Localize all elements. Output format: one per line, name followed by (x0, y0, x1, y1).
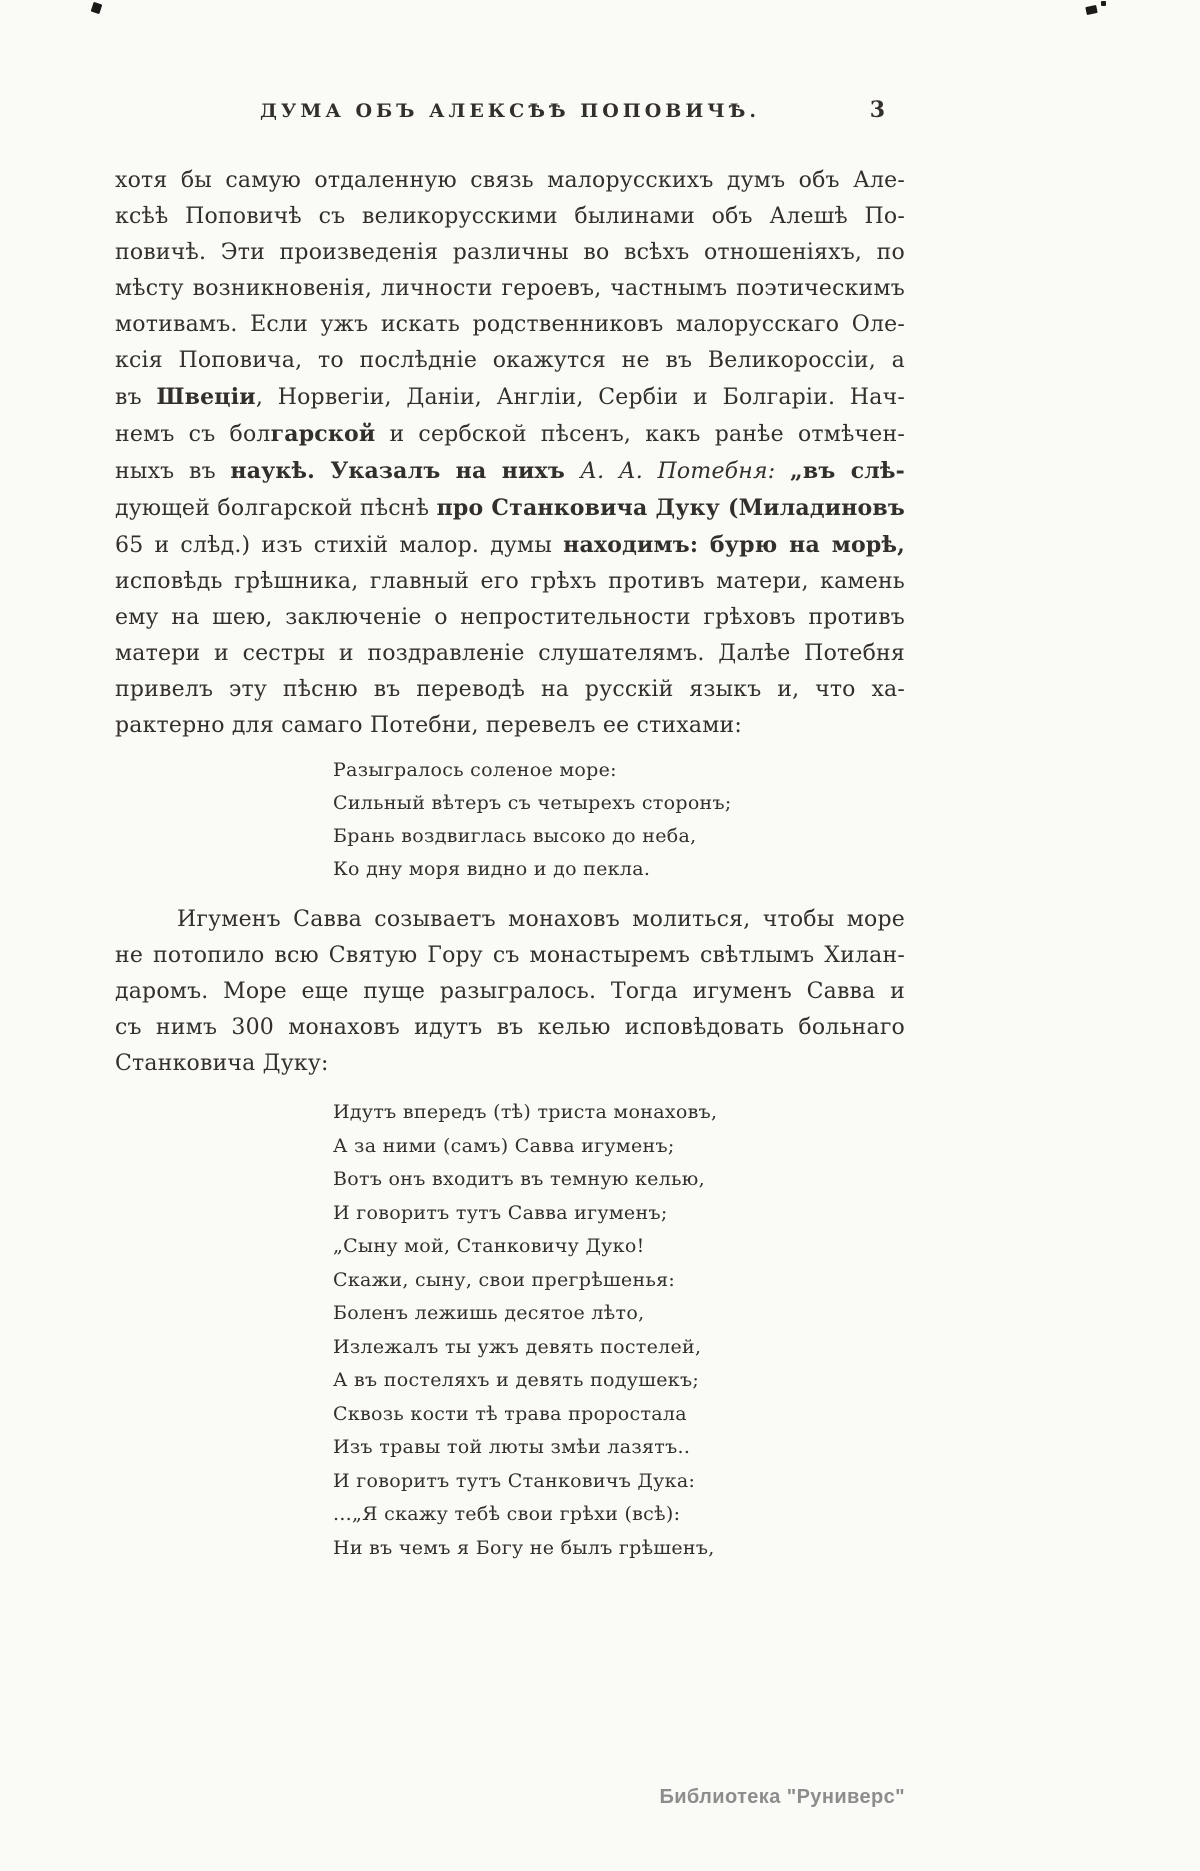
text-run: исповѣдь грѣшника, главный его грѣхъ противъ матери, камень (115, 569, 905, 594)
text-run: ныхъ въ (115, 459, 231, 484)
text-line (115, 672, 905, 708)
text-line: Излежалъ ты ужъ девять постелей, (333, 1335, 702, 1358)
text-run: матери и сестры и поздравленіе слушателямъ. Далѣе Потебня (115, 641, 905, 666)
library-watermark: Библиотека "Руниверс" (659, 1786, 905, 1808)
text-line: Изъ травы той люты змѣи лазятъ.. (333, 1436, 691, 1458)
text-blocks (115, 163, 905, 1565)
text-line: Боленъ лежишь десятое лѣто, (333, 1302, 645, 1324)
text-run: , Норвегіи, Даніи, Англіи, Сербіи и Болгаріи. Нач- (255, 385, 905, 410)
text-line (115, 343, 905, 379)
text-line: Сильный вѣтеръ съ четырехъ сторонъ; (333, 792, 732, 814)
text-run: мѣсту возникновенія, личности героевъ, частнымъ поэтическимъ (115, 276, 905, 301)
text-line: Ко дну моря видно и до пекла. (333, 858, 651, 880)
page-number: 3 (869, 97, 885, 123)
text-run: даромъ. Море еще пуще разыгралось. Тогда игуменъ Савва и (115, 979, 905, 1004)
text-run: наукѣ. (230, 458, 331, 484)
text-line: Сквозь кости тѣ трава проростала (333, 1402, 687, 1425)
text-run (775, 459, 790, 484)
text-line: Скажи, сыну, свои прегрѣшенья: (333, 1268, 676, 1291)
text-line (115, 490, 905, 527)
text-line (115, 1046, 905, 1082)
text-run: немъ съ бол (115, 422, 271, 447)
page-header (115, 97, 905, 134)
page-content (115, 97, 906, 1565)
verse-2 (333, 754, 905, 886)
verse-4 (333, 1096, 905, 1565)
text-run: хотя бы самую отдаленную связь малорусскихъ думъ объ Але- (115, 168, 905, 193)
text-run: повичѣ. Эти произведенія различны во всѣхъ отношеніяхъ, по (115, 240, 905, 265)
text-run: ксѣѣ Поповичѣ съ великорусскими былинами объ Алешѣ По- (115, 204, 905, 229)
text-line: Идутъ впередъ (тѣ) триста монаховъ, (333, 1101, 718, 1123)
text-run: дующей болгарской пѣснѣ (115, 496, 437, 521)
text-run: про Станковича Дуку (Миладиновъ (436, 495, 905, 521)
text-run: „въ слѣ- (790, 458, 906, 484)
text-line (115, 199, 905, 235)
text-line: Вотъ онъ входитъ въ темную келью, (333, 1168, 705, 1190)
text-line (115, 235, 905, 271)
text-run: въ (115, 385, 157, 410)
text-line (115, 1010, 905, 1046)
text-line: А въ постеляхъ и девять подушекъ; (333, 1369, 700, 1391)
text-run: Швеціи (156, 384, 256, 410)
text-run: 65 и слѣд.) изъ стихій малор. думы (115, 533, 564, 558)
text-line (115, 974, 905, 1010)
text-line: Ни въ чемъ я Богу не былъ грѣшенъ, (333, 1536, 715, 1559)
text-run: не потопило всю Святую Гору съ монастыремъ свѣтлымъ Хилан- (115, 943, 905, 968)
text-run: Указалъ на нихъ (330, 458, 581, 484)
scan-artifact (1085, 5, 1097, 15)
text-run: А. А. Потебня: (580, 459, 776, 484)
text-run: привелъ эту пѣсню въ переводѣ на русскій языкъ и, что ха- (115, 677, 905, 702)
running-title: ДУМА ОБЪ АЛЕКСѢѢ ПОПОВИЧѢ. (260, 100, 760, 122)
text-line (115, 379, 905, 416)
text-run: Игуменъ Савва созываетъ монаховъ молиться, чтобы море (177, 907, 905, 932)
text-run: ему на шею, заключеніе о непростительности грѣховъ противъ (115, 605, 905, 630)
text-run: гарской (270, 421, 376, 447)
text-run: и сербской пѣсенъ, какъ ранѣе отмѣчен- (375, 422, 906, 447)
paragraph-3 (115, 902, 905, 1082)
text-line: И говоритъ тутъ Станковичъ Дука: (333, 1469, 696, 1492)
text-line (115, 564, 905, 600)
text-run: рактерно для самаго Потебни, перевелъ ее стихами: (115, 713, 742, 738)
text-line: А за ними (самъ) Савва игуменъ; (333, 1134, 675, 1157)
text-line: „Сыну мой, Станковичу Дуко! (333, 1235, 645, 1257)
text-line (115, 307, 905, 343)
scan-artifact (1101, 1, 1106, 6)
scan-artifact (91, 2, 103, 14)
text-line (115, 416, 905, 453)
text-line (115, 636, 905, 672)
text-run: находимъ: бурю на морѣ, (563, 532, 905, 558)
text-line (115, 163, 905, 199)
text-run: Станковича Дуку: (115, 1051, 329, 1076)
text-line (115, 453, 905, 490)
text-run: мотивамъ. Если ужъ искать родственниковъ малорусскаго Оле- (115, 312, 905, 337)
text-line: Брань воздвиглась высоко до неба, (333, 825, 697, 847)
text-run: ксія Поповича, то послѣдніе окажутся не въ Великороссіи, а (115, 348, 905, 373)
text-line: ...„Я скажу тебѣ свои грѣхи (всѣ): (333, 1503, 681, 1525)
text-line (115, 708, 905, 744)
text-line (115, 271, 905, 307)
text-line (115, 902, 905, 938)
text-line (115, 938, 905, 974)
text-line (115, 600, 905, 636)
text-line: Разыгралось соленое море: (333, 759, 617, 781)
text-line: И говоритъ тутъ Савва игуменъ; (333, 1201, 668, 1224)
text-line (115, 527, 905, 564)
paragraph-1 (115, 163, 905, 744)
text-run: съ нимъ 300 монаховъ идутъ въ келью исповѣдовать больнаго (115, 1015, 905, 1040)
